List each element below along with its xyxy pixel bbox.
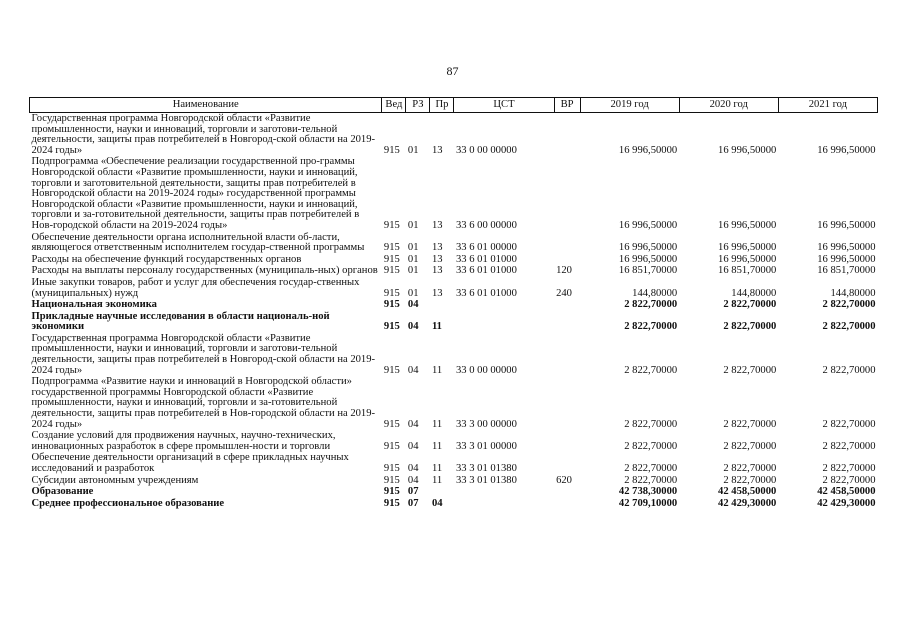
cell-vr (554, 430, 580, 452)
cell-y2019: 2 822,70000 (624, 463, 678, 474)
cell-cst: 33 3 01 01380 (455, 463, 517, 474)
cell-y2020: 2 822,70000 (723, 463, 777, 474)
header-2021: 2021 год (778, 98, 877, 113)
cell-y2019: 16 851,70000 (618, 265, 678, 277)
cell-ved: 915 (383, 144, 400, 156)
cell-ved: 915 (383, 265, 400, 277)
cell-rz: 04 (407, 463, 419, 474)
cell-cst: 33 0 00 00000 (455, 364, 517, 376)
cell-cst: 33 6 01 01000 (455, 253, 517, 265)
cell-name: Подпрограмма «Развитие науки и инноваций в Новгородской области» государственной программы Новгородской области «Развитие промышленности, науки и инноваций, торговли и за-готовительной деятельности, защиты прав потребителей в Нов-городской области на 2019-2024 годы» (31, 376, 376, 430)
cell-name: Подпрограмма «Обеспечение реализации государственной про-граммы Новгородской области «Развитие промышленности, науки и инноваций, торговли и заготовительной деятельности, защиты прав потребителей в Новгородской области на 2019-2024 годы» государственной программы Новгородской области «Развитие промышленности, науки и инноваций, торговли и за-готовительной деятельности, защиты прав потребителей в Нов-городской области на 2019-2024 годы» (31, 156, 360, 231)
header-ved: Вед (382, 98, 406, 113)
cell-y2020: 2 822,70000 (723, 418, 777, 430)
cell-ved: 915 (383, 474, 400, 486)
cell-vr (554, 254, 580, 266)
cell-y2020: 2 822,70000 (723, 364, 777, 376)
cell-y2021: 2 822,70000 (822, 474, 876, 486)
cell-y2021: 2 822,70000 (822, 299, 876, 311)
cell-pr: 13 (431, 144, 443, 156)
cell-y2021: 144,80000 (830, 287, 876, 299)
cell-y2021: 42 429,30000 (817, 497, 876, 509)
table-row (30, 113, 878, 157)
cell-vr (554, 232, 580, 254)
cell-pr: 04 (431, 497, 443, 509)
cell-ved: 915 (383, 287, 400, 299)
table-row (30, 254, 878, 266)
header-cst: ЦСТ (454, 98, 554, 113)
table-row (30, 430, 878, 452)
header-pr: Пр (430, 98, 454, 113)
cell-rz: 01 (407, 242, 419, 254)
cell-y2019: 2 822,70000 (624, 474, 678, 486)
cell-cst: 33 6 00 00000 (455, 219, 517, 231)
page-number: 87 (446, 64, 459, 78)
cell-name: Обеспечение деятельности организаций в сфере прикладных научных исследований и разработок (31, 452, 349, 474)
cell-y2021: 2 822,70000 (822, 418, 876, 430)
cell-y2019: 2 822,70000 (624, 440, 678, 452)
cell-cst: 33 3 01 00000 (455, 440, 517, 452)
cell-name: Национальная экономика (31, 299, 157, 311)
cell-rz: 04 (407, 418, 419, 430)
cell-vr: 120 (556, 265, 572, 277)
table-row (30, 311, 878, 333)
cell-pr: 11 (431, 364, 443, 376)
cell-y2020: 16 851,70000 (718, 265, 777, 277)
cell-pr (430, 299, 454, 311)
cell-rz: 01 (407, 287, 419, 299)
cell-y2020: 16 996,50000 (718, 144, 777, 156)
cell-y2021: 16 996,50000 (817, 144, 876, 156)
cell-cst: 33 6 01 00000 (455, 242, 517, 254)
cell-pr: 13 (431, 219, 443, 231)
table-row (30, 299, 878, 311)
cell-rz: 07 (407, 486, 419, 498)
header-name: Наименование (30, 98, 382, 113)
table-row (30, 333, 878, 376)
cell-y2020: 16 996,50000 (718, 253, 777, 265)
table-row (30, 277, 878, 299)
cell-vr (554, 311, 580, 333)
cell-pr: 11 (431, 418, 443, 430)
cell-pr: 11 (431, 463, 443, 474)
cell-pr: 13 (431, 265, 443, 277)
cell-ved: 915 (383, 321, 400, 333)
cell-name: Прикладные научные исследования в области националь-ной экономики (31, 310, 330, 333)
header-2019: 2019 год (580, 98, 679, 113)
table-row (30, 376, 878, 430)
cell-ved: 915 (383, 486, 400, 498)
cell-rz: 04 (407, 321, 419, 333)
cell-y2020: 2 822,70000 (723, 474, 777, 486)
cell-y2021: 16 996,50000 (817, 242, 876, 254)
cell-ved: 915 (383, 497, 400, 509)
cell-pr: 13 (431, 253, 443, 265)
cell-rz: 01 (407, 253, 419, 265)
cell-cst: 33 0 00 00000 (455, 144, 517, 156)
cell-cst (454, 311, 554, 333)
table-row (30, 475, 878, 487)
cell-cst (454, 486, 554, 498)
cell-y2019: 16 996,50000 (618, 219, 678, 231)
cell-vr (554, 452, 580, 474)
cell-vr (554, 113, 580, 157)
cell-rz: 04 (407, 474, 419, 486)
cell-y2021: 2 822,70000 (822, 463, 876, 474)
cell-pr: 13 (431, 242, 443, 254)
table-row (30, 156, 878, 231)
table-row (30, 232, 878, 254)
cell-ved: 915 (383, 219, 400, 231)
cell-y2020: 2 822,70000 (723, 299, 777, 311)
cell-y2021: 42 458,50000 (817, 486, 876, 498)
cell-cst (454, 498, 554, 510)
cell-ved: 915 (383, 463, 400, 474)
cell-pr: 11 (431, 440, 443, 452)
cell-ved: 915 (383, 299, 400, 311)
cell-y2019: 16 996,50000 (618, 144, 678, 156)
cell-rz: 04 (407, 364, 419, 376)
cell-name: Государственная программа Новгородской области «Развитие промышленности, науки и инноваций, торговли и заготови-тельной деятельности, защиты прав потребителей в Новгород-ской области на 2019-2024 годы» (31, 332, 376, 376)
budget-table (29, 97, 878, 509)
cell-name: Создание условий для продвижения научных, научно-технических, инновационных разработок в сфере промышлен-ности и торговли (31, 430, 336, 452)
cell-vr (554, 376, 580, 430)
table-row (30, 452, 878, 474)
cell-name: Образование (31, 486, 94, 498)
cell-ved: 915 (383, 418, 400, 430)
cell-y2021: 16 851,70000 (817, 265, 876, 277)
cell-ved: 915 (383, 440, 400, 452)
table-row (30, 265, 878, 277)
cell-ved: 915 (383, 253, 400, 265)
cell-vr (554, 299, 580, 311)
table-row (30, 486, 878, 498)
cell-vr (554, 486, 580, 498)
cell-name: Государственная программа Новгородской области «Развитие промышленности, науки и инноваций, торговли и заготови-тельной деятельности, защиты прав потребителей в Новгород-ской области на 2019-2024 годы» (31, 113, 376, 156)
cell-name: Иные закупки товаров, работ и услуг для обеспечения государ-ственных (муниципальных) нужд (31, 276, 360, 299)
cell-y2020: 16 996,50000 (718, 242, 777, 254)
cell-cst (454, 299, 554, 311)
cell-y2019: 144,80000 (632, 287, 678, 299)
cell-y2019: 42 709,10000 (618, 497, 678, 509)
cell-pr: 11 (431, 321, 442, 333)
cell-vr (554, 498, 580, 510)
table-body (30, 113, 878, 510)
cell-cst: 33 3 00 00000 (455, 418, 517, 430)
cell-name: Среднее профессиональное образование (31, 497, 225, 509)
cell-name: Расходы на выплаты персоналу государственных (муниципаль-ных) органов (31, 265, 378, 277)
cell-y2019: 2 822,70000 (624, 321, 678, 333)
cell-vr: 240 (556, 287, 572, 299)
cell-y2020: 144,80000 (731, 287, 777, 299)
cell-y2021: 16 996,50000 (817, 219, 876, 231)
cell-cst: 33 6 01 01000 (455, 265, 517, 277)
cell-y2019: 16 996,50000 (618, 253, 678, 265)
cell-ved: 915 (383, 242, 400, 254)
cell-vr (554, 156, 580, 231)
cell-y2020: 42 429,30000 (718, 497, 777, 509)
cell-cst: 33 3 01 01380 (455, 474, 517, 486)
cell-pr: 13 (431, 287, 443, 299)
cell-ved: 915 (383, 364, 400, 376)
cell-y2019: 2 822,70000 (624, 299, 678, 311)
cell-rz: 07 (407, 497, 419, 509)
cell-rz: 01 (407, 265, 419, 277)
cell-y2020: 16 996,50000 (718, 219, 777, 231)
cell-name: Расходы на обеспечение функций государственных органов (31, 253, 302, 265)
cell-cst: 33 6 01 01000 (455, 287, 517, 299)
header-vr: ВР (554, 98, 580, 113)
cell-name: Обеспечение деятельности органа исполнительной власти об-ласти, являющегося ответственным исполнителем государ-ственной программы (31, 231, 365, 254)
cell-rz: 01 (407, 219, 419, 231)
cell-y2019: 2 822,70000 (624, 418, 678, 430)
header-2020: 2020 год (679, 98, 778, 113)
cell-y2020: 42 458,50000 (718, 486, 777, 498)
cell-vr: 620 (556, 474, 572, 486)
table-header-row (30, 98, 878, 113)
table-row (30, 498, 878, 510)
cell-rz: 04 (407, 440, 419, 452)
cell-y2020: 2 822,70000 (723, 440, 777, 452)
cell-y2021: 2 822,70000 (822, 364, 876, 376)
cell-y2021: 2 822,70000 (822, 440, 876, 452)
cell-y2019: 16 996,50000 (618, 242, 678, 254)
cell-rz: 04 (407, 299, 419, 311)
cell-y2021: 16 996,50000 (817, 253, 876, 265)
cell-y2019: 2 822,70000 (624, 364, 678, 376)
cell-pr: 11 (431, 474, 443, 486)
header-rz: РЗ (406, 98, 430, 113)
cell-pr (430, 486, 454, 498)
cell-y2020: 2 822,70000 (723, 321, 777, 333)
cell-vr (554, 333, 580, 376)
cell-name: Субсидии автономным учреждениям (31, 474, 199, 486)
cell-y2021: 2 822,70000 (822, 321, 876, 333)
cell-y2019: 42 738,30000 (618, 486, 678, 498)
cell-rz: 01 (407, 144, 419, 156)
